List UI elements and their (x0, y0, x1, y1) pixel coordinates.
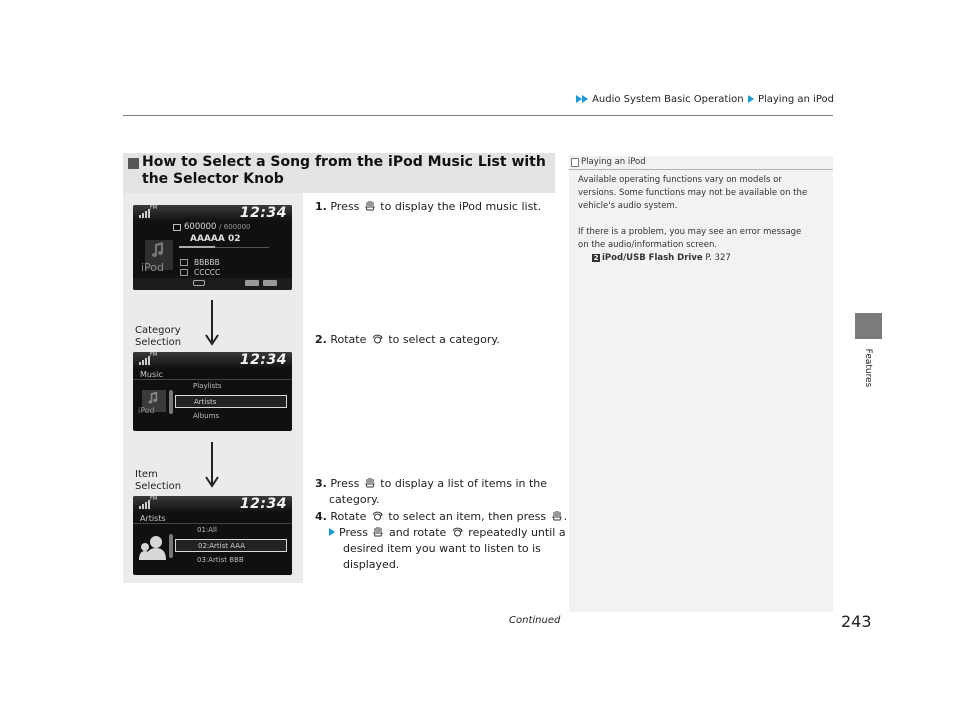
press-knob-icon (373, 527, 383, 537)
list-item-selected[interactable]: Artists (175, 395, 287, 408)
press-knob-icon (552, 511, 562, 521)
down-arrow-icon (203, 300, 221, 346)
album-icon (180, 269, 188, 276)
rotate-knob-icon (372, 511, 383, 522)
list-item-selected[interactable]: 02:Artist AAA (175, 539, 287, 552)
list-item[interactable]: Albums (193, 412, 220, 420)
step-2: 2. Rotate to select a category. (315, 333, 500, 346)
items-screen (133, 496, 292, 575)
list-item[interactable]: 03:Artist BBB (197, 556, 244, 564)
album-name: CCCCC (194, 268, 221, 277)
artist-icon (139, 534, 167, 560)
band-label: FM (150, 352, 158, 358)
list-item[interactable]: 01:All (197, 526, 217, 534)
press-knob-icon (365, 201, 375, 211)
step-4: 4. Rotate to select an item, then press . Press and rotate repeatedly until a desired item you want to listen to is displayed. (315, 510, 568, 571)
rotate-knob-icon (372, 334, 383, 345)
clock: 12:34 (239, 496, 287, 512)
reference-icon: 2 (593, 254, 599, 262)
artist-name: BBBBB (194, 258, 220, 267)
note-icon (571, 158, 579, 167)
track-count: 600000 / 600000 (184, 222, 251, 232)
heading-square-icon (128, 158, 139, 169)
sub-step-arrow-icon (329, 528, 335, 536)
header-divider (123, 115, 833, 116)
category-screen (133, 352, 292, 431)
section-label: Music (140, 370, 163, 379)
item-selection-label: Item Selection (135, 469, 182, 492)
track-icon (173, 224, 181, 231)
press-knob-icon (365, 478, 375, 488)
page-number: 243 (841, 612, 872, 631)
track-title: AAAAA 02 (190, 234, 241, 244)
scan-icon[interactable] (263, 280, 277, 286)
breadcrumb-item[interactable]: Playing an iPod (757, 94, 834, 105)
artist-icon (180, 259, 188, 266)
scroll-indicator[interactable] (169, 534, 173, 558)
chapter-tab-label: Features (863, 348, 873, 388)
now-playing-screen (133, 205, 292, 290)
breadcrumb-arrow-icon (748, 95, 754, 103)
band-label: FM (150, 205, 158, 211)
breadcrumb-item[interactable]: Audio System Basic Operation (592, 94, 744, 105)
section-title: How to Select a Song from the iPod Music List with the Selector Knob (142, 154, 546, 187)
progress-fill (179, 246, 215, 248)
note-body: Available operating functions vary on models or versions. Some functions may not be available on the vehicle's audio system. If there is a problem, you may see an error message on the audio/information screen. 2 iPod/USB Flash Drive P. 327 (578, 174, 830, 265)
clock: 12:34 (239, 205, 287, 221)
clock: 12:34 (239, 352, 287, 368)
cross-reference-link[interactable]: 2 iPod/USB Flash Drive P. 327 (593, 253, 731, 263)
chapter-tab-marker (855, 313, 882, 339)
repeat-icon[interactable] (193, 280, 205, 286)
note-divider (569, 169, 833, 170)
breadcrumb (575, 94, 834, 105)
shuffle-icon[interactable] (245, 280, 259, 286)
section-heading (123, 153, 555, 193)
down-arrow-icon (203, 442, 221, 488)
source-label: iPod (141, 261, 165, 274)
category-selection-label: Category Selection (135, 325, 182, 348)
scroll-indicator[interactable] (169, 390, 173, 414)
step-1: 1. Press to display the iPod music list. (315, 200, 542, 213)
continued-label: Continued (509, 615, 561, 626)
section-label: Artists (140, 514, 166, 523)
band-label: FM (150, 496, 158, 502)
breadcrumb-arrow-icon (582, 95, 588, 103)
rotate-knob-icon (452, 527, 463, 538)
list-item[interactable]: Playlists (193, 382, 222, 390)
step-3: 3. Press to display a list of items in the category. (315, 477, 548, 506)
progress-bar (179, 247, 269, 248)
source-label: iPod (138, 406, 155, 415)
note-heading: Playing an iPod (569, 156, 833, 170)
